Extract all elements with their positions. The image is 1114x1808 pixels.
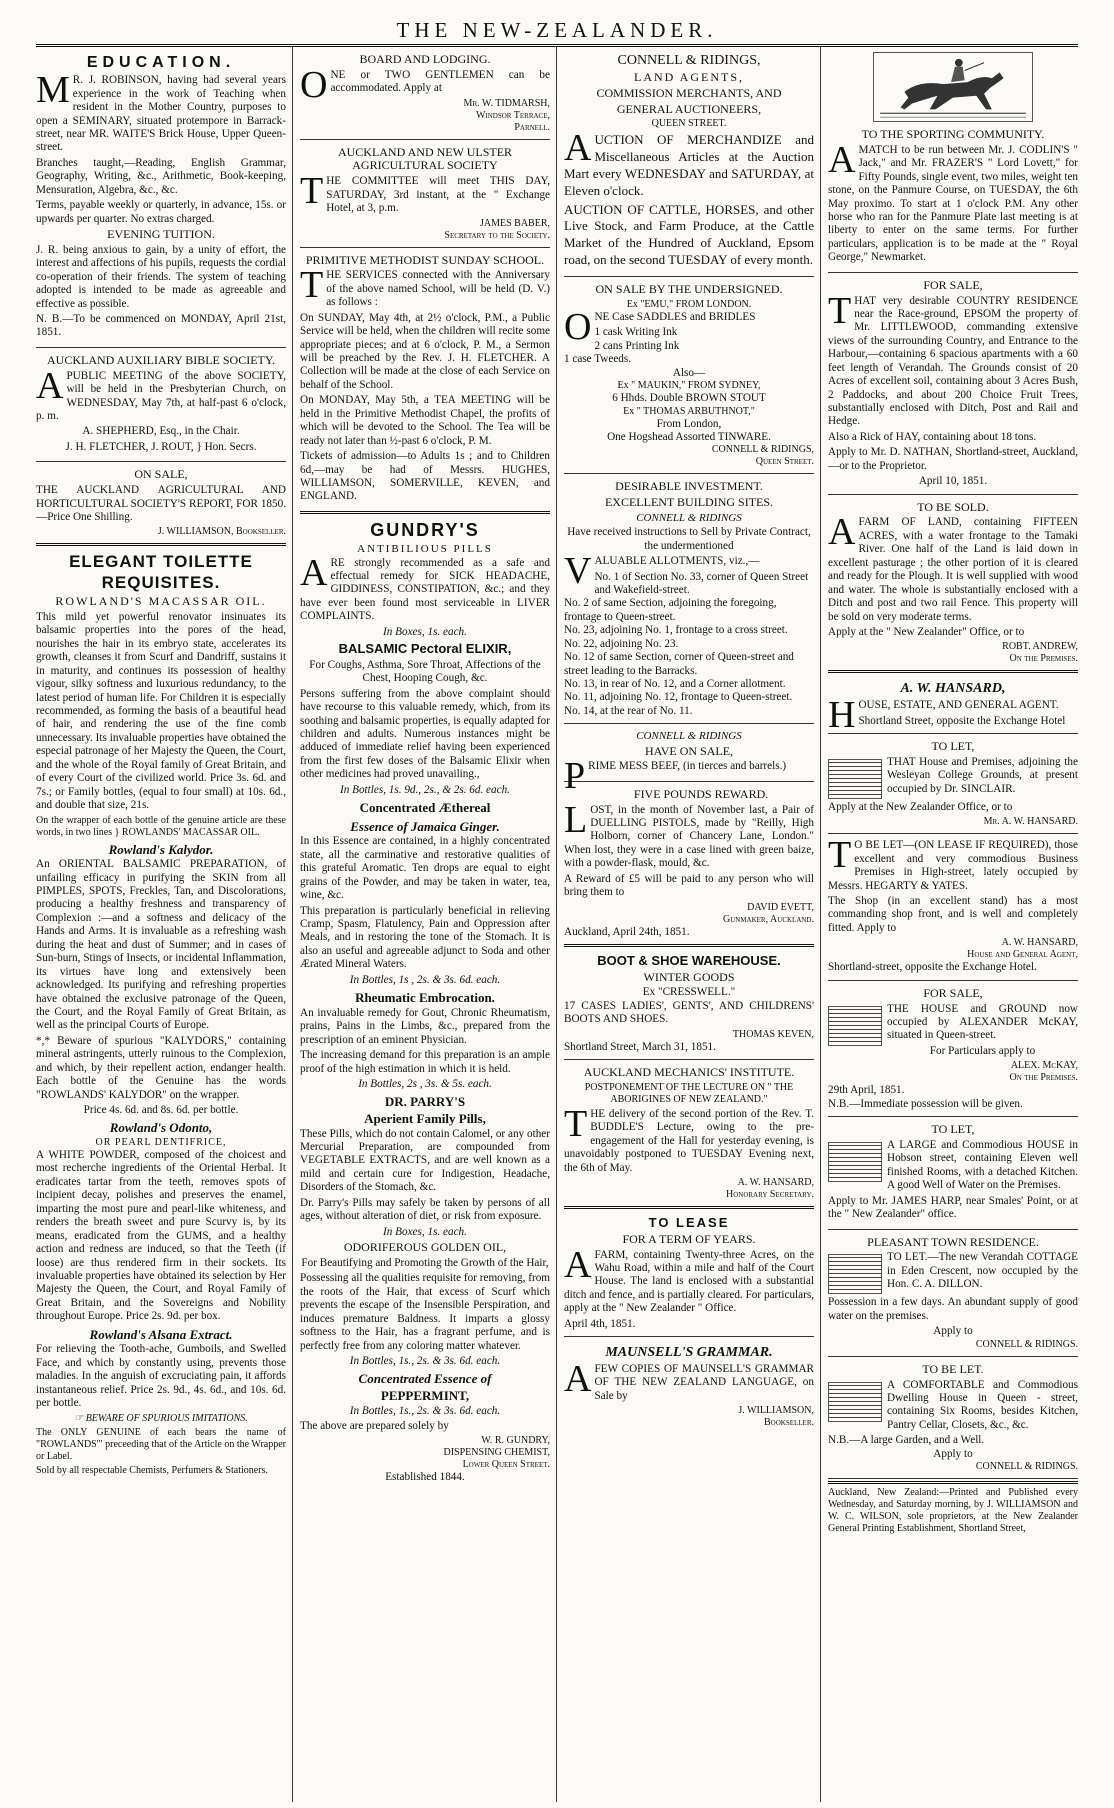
ad-warning: ☞ BEWARE OF SPURIOUS IMITATIONS. bbox=[74, 1412, 248, 1424]
ad-forsale-residence bbox=[828, 275, 1078, 495]
ad-body: Possession in a few days. An abundant supply of good water on the premises. bbox=[828, 1296, 1078, 1322]
ad-body: The above are prepared solely by bbox=[300, 1420, 449, 1433]
ad-body: For Beautifying and Promoting the Growth of the Hair, bbox=[301, 1256, 549, 1269]
ad-title: HAVE ON SALE, bbox=[644, 743, 734, 758]
ad-body: THE delivery of the second portion of the Rev. T. BUDDLE'S Lecture, owing to the pre-engagement of the Hall for yesterday evening, is unavoidably postponed to TUESDAY Evening next, the 6th of May. bbox=[564, 1102, 814, 1174]
ad-subtitle: CONNELL & RIDINGS bbox=[636, 512, 742, 524]
ad-price: In Bottles, 1s , 2s. & 3s. 6d. each. bbox=[349, 973, 501, 986]
ad-title: AUCKLAND AND NEW ULSTER AGRICULTURAL SOCIETY bbox=[337, 144, 513, 173]
ad-price: Price 4s. 6d. and 8s. 6d. per bottle. bbox=[83, 1104, 239, 1116]
ad-subtitle: FOR A TERM OF YEARS. bbox=[622, 1231, 756, 1246]
ad-body: For Particulars apply to bbox=[929, 1044, 1036, 1057]
ad-subtitle: Concentrated Æthereal bbox=[359, 800, 491, 816]
ad-body: LOST, in the month of November last, a Pair of DUELLING PISTOLS, made by "Reilly, High Holborn, corner of Chancery Lane, London." When lost, they were in a case lined with green baize, with a powder-flask, mould, &c. bbox=[564, 798, 814, 870]
ad-signature: THOMAS KEVEN, bbox=[732, 1028, 814, 1040]
ad-subtitle: EXCELLENT BUILDING SITES. bbox=[604, 495, 774, 510]
ad-signature: Queen Street. bbox=[755, 456, 814, 468]
ad-body: THE SERVICES connected with the Anniversary of the above named School, will be held (D. V.) as follows : bbox=[300, 264, 550, 309]
ad-boot-shoe bbox=[564, 949, 814, 1060]
ad-signature: DAVID EVETT, bbox=[747, 901, 814, 913]
ad-price: In Boxes, 1s. each. bbox=[383, 1225, 467, 1238]
ad-body: Apply to bbox=[933, 1325, 973, 1338]
ad-item: Also— bbox=[672, 366, 706, 379]
ad-tolet-house bbox=[828, 736, 1078, 834]
ad-body: J. R. being anxious to gain, by a unity of effort, the interest and affections of his pupils, requests the cordial co-operation of their friends. The system of teaching adopted is intended to be made as agreeable and effective as possible. bbox=[36, 243, 286, 310]
ad-board-lodging bbox=[300, 49, 550, 140]
ad-body: N. B.—To be commenced on MONDAY, April 21st, 1851. bbox=[36, 312, 286, 339]
ad-subtitle: QUEEN STREET. bbox=[651, 118, 727, 130]
ad-price: In Bottles, 1s., 2s. & 3s. 6d. each. bbox=[349, 1404, 501, 1417]
ad-subtitle: ODORIFEROUS GOLDEN OIL, bbox=[343, 1240, 507, 1255]
ad-title: ON SALE, bbox=[134, 467, 188, 482]
ad-body: Apply at the " New Zealander" Office, or to bbox=[828, 625, 1025, 638]
ad-body: A LARGE and Commodious HOUSE in Hobson street, containing Eleven well finished Rooms, with a detached Kitchen. A good Well of Water on the Premises. bbox=[887, 1139, 1078, 1192]
ad-body: An ORIENTAL BALSAMIC PREPARATION, of unfailing efficacy in purifying the SKIN from all PIMPLES, SPOTS, Freckles, Tan, and Discolorations, producing a healthy freshness and transparency of Complexion :—and a softness and delicacy of the Hands and Arms. It is invaluable as a refreshing wash during the heat and dust of Summer; and in cases of Sun-burn, Stings of Insects, or incidental Inflammation, its virtues have long and extensively been acknowledged. Its purifying and refreshing properties have obtained the exclusive patronage of the Queen, the Court, and the Royal Family of Great Britain, as well as the principal Courts of Europe. bbox=[36, 858, 286, 1032]
ad-title: TO BE SOLD. bbox=[917, 499, 989, 514]
ad-date: April 10, 1851. bbox=[918, 475, 988, 488]
ad-signature: A. W. HANSARD, bbox=[737, 1177, 814, 1189]
ad-town-residence bbox=[828, 1232, 1078, 1357]
ad-body: THE COMMITTEE will meet THIS DAY, SATURDAY, 3rd instant, at the " Exchange Hotel, at 3, p.m. bbox=[300, 170, 550, 215]
ad-subtitle: OR PEARL DENTIFRICE, bbox=[95, 1137, 227, 1149]
ad-body: A COMFORTABLE and Commodious Dwelling House in Queen - street, containing Six Rooms, besides Kitchen, Pantry Cellar, Closets, &c., &c. bbox=[887, 1378, 1078, 1431]
ad-signature: Parnell. bbox=[514, 121, 550, 133]
ad-body: The ONLY GENUINE of each bears the name of "ROWLANDS'" preceeding that of the Article on the Wrapper or Label. bbox=[36, 1426, 286, 1462]
ad-body: For Coughs, Asthma, Sore Throat, Affections of the Chest, Hooping Cough, &c. bbox=[309, 658, 541, 685]
ad-signature: J. WILLIAMSON, bbox=[738, 1405, 814, 1417]
ad-body: Branches taught,—Reading, English Grammar, Geography, Writing, &c., Arithmetic, Book-keeping, Mensuration, Algebra, &c., &c. bbox=[36, 156, 286, 196]
ad-price: In Bottles, 2s , 3s. & 5s. each. bbox=[358, 1077, 492, 1090]
ad-subtitle: Aperient Family Pills, bbox=[364, 1111, 486, 1126]
ad-subtitle: CONNELL & RIDINGS bbox=[636, 730, 742, 743]
racehorse-icon bbox=[874, 53, 1032, 121]
ad-signature: Windsor Terrace, bbox=[475, 109, 550, 121]
ad-body: Sold by all respectable Chemists, Perfumers & Stationers. bbox=[36, 1464, 268, 1476]
house-icon bbox=[828, 1006, 882, 1046]
ad-body: VALUABLE ALLOTMENTS, viz.,— bbox=[564, 550, 760, 593]
ad-signature: JAMES BABER, bbox=[479, 217, 550, 229]
ad-title: BOOT & SHOE WAREHOUSE. bbox=[597, 953, 781, 969]
ad-subtitle: GENERAL AUCTIONEERS, bbox=[616, 101, 762, 116]
ad-subtitle: ANTIBILIOUS PILLS bbox=[357, 543, 493, 556]
ad-note: N.B.—Immediate possession will be given. bbox=[828, 1097, 1023, 1110]
ad-body: J. H. FLETCHER, J. ROUT, } Hon. Secrs. bbox=[65, 440, 257, 453]
ad-signature: Honorary Secretary. bbox=[725, 1189, 814, 1201]
ad-subtitle: COMMISSION MERCHANTS, AND bbox=[596, 85, 782, 100]
ad-body: Tickets of admission—to Adults 1s ; and to Children 6d,—may be had of Messrs. HUGHES, WILLIAMSON, SOMERVILLE, KEVEN, and ENGLAND. bbox=[300, 450, 550, 503]
ad-subtitle: DR. PARRY'S bbox=[384, 1094, 466, 1110]
column-rule bbox=[820, 47, 821, 1802]
ad-title: PLEASANT TOWN RESIDENCE. bbox=[867, 1234, 1039, 1249]
ad-body: A. SHEPHERD, Esq., in the Chair. bbox=[82, 425, 240, 438]
ad-subtitle: Ex "CRESSWELL." bbox=[642, 986, 736, 999]
ad-toilette bbox=[36, 548, 286, 1483]
ad-title: DESIRABLE INVESTMENT. bbox=[615, 479, 763, 494]
ad-ulster-society bbox=[300, 142, 550, 248]
list-item: No. 12 of same Section, corner of Queen-street and street leading to the Barracks. bbox=[564, 651, 794, 677]
ad-signature: CONNELL & RIDINGS. bbox=[975, 1461, 1078, 1473]
ad-signature: Secretary to the Society. bbox=[444, 229, 550, 241]
ad-title: FIVE POUNDS REWARD. bbox=[633, 786, 769, 801]
ad-bible-society bbox=[36, 350, 286, 462]
ad-body: ARE strongly recommended as a safe and effectual remedy for SICK HEADACHE, GIDDINESS, CONSTIPATION, &c.; and they have ever been found most serviceable in LIVER COMPLAINTS. bbox=[300, 551, 550, 623]
ad-body: AFARM OF LAND, containing FIFTEEN ACRES, with a water frontage to the Tamaki River. One half of the Land is laid down in excellent pasturage ; the other portion of it is cleared and ready for the Plough. It is well supplied with wood and water. The whole is substantially enclosed with a Ditch and post and two rail Fence. This property will be sold on very moderate terms. bbox=[828, 511, 1078, 623]
ad-body: In this Essence are contained, in a highly concentrated state, all the carminative and restorative qualities of this grateful Aromatic. Ten drops are equal to eight grains of the Powder, and may be taken in water, tea, wine, &c. bbox=[300, 835, 550, 902]
list-item: No. 23, adjoining No. 1, frontage to a cross street. bbox=[564, 624, 788, 637]
ad-date: April 4th, 1851. bbox=[564, 1317, 636, 1330]
ad-signature: Shortland Street, March 31, 1851. bbox=[564, 1040, 716, 1053]
ad-tobelet-queen bbox=[828, 1359, 1078, 1479]
ad-title: TO LET, bbox=[931, 1122, 975, 1137]
ad-title: ELEGANT TOILETTE REQUISITES. bbox=[69, 552, 253, 592]
ad-body: On MONDAY, May 5th, a TEA MEETING will be held in the Primitive Methodist Chapel, the profits of which will be devoted to the School. The Tea will be ready not later than ½-past 6 o'clock, P. M. bbox=[300, 394, 550, 447]
ad-body: TO BE LET—(ON LEASE IF REQUIRED), those excellent and very commodious Business Premises in High-street, lately occupied by Messrs. HEGARTY & YATES. bbox=[828, 834, 1078, 892]
ad-tolet-business bbox=[828, 836, 1078, 981]
ad-subtitle: ROWLAND'S MACASSAR OIL. bbox=[55, 594, 267, 609]
ad-body: PRIME MESS BEEF, (in tierces and barrels.) bbox=[564, 755, 787, 798]
list-item: No. 2 of same Section, adjoining the foregoing, frontage to Queen-street. bbox=[564, 597, 777, 623]
ad-body: Apply at the New Zealander Office, or to bbox=[828, 800, 1013, 813]
ad-body: A Reward of £5 will be paid to any person who will bring them to bbox=[564, 872, 814, 899]
ad-signature: Bookseller. bbox=[763, 1417, 814, 1429]
ad-signature: On the Premises. bbox=[1009, 1072, 1078, 1084]
column-1 bbox=[30, 47, 292, 1802]
ad-body: This preparation is particularly beneficial in relieving Cramp, Spasm, Flatulency, Pain and Oppression after Meals, and in restoring the tone of the Stomach. It is also an useful and agreeable adjunct to Soda and other Ærated Mineral Waters. bbox=[300, 904, 550, 971]
ad-connell-ridings bbox=[564, 49, 814, 277]
ad-gundry bbox=[300, 516, 550, 1490]
ad-body: A WHITE POWDER, composed of the choicest and most recherche ingredients of the Oriental Herbal. It eradicates tartar from the teeth, removes spots of incipient decay, polishes and preserves the enamel, imparting the most pure and pearl-like whiteness, and renders the breath sweet and pure Scurvy is, by its means, eradicated from the GUMS, and a healthy action and redness are induced, so that the Teeth (if loose) are thus rendered firm in their sockets. Its invaluable properties have obtained its selection by Her Majesty the Queen, the Court, and Royal Family of Great Britain, and the Sovereigns and Nobility throughout Europe. Price 2s. 9d. per box. bbox=[36, 1149, 286, 1323]
ad-address: Shortland-street, opposite the Exchange Hotel. bbox=[828, 961, 1037, 974]
ad-body: AFARM, containing Twenty-three Acres, on the Wahu Road, within a mile and half of the Court House. The land is enclosed with a substantial ditch and fence, and is partially cleared. For particulars, apply at the " New Zealander " Office. bbox=[564, 1243, 814, 1315]
ad-body: On the wrapper of each bottle of the genuine article are these words, in two lines } ROWLANDS' MACASSAR OIL. bbox=[36, 814, 286, 838]
ad-body: Also a Rick of HAY, containing about 18 tons. bbox=[828, 430, 1037, 443]
ad-title: PRIMITIVE METHODIST SUNDAY SCHOOL. bbox=[305, 252, 545, 267]
ad-reward bbox=[564, 784, 814, 947]
column-2 bbox=[294, 47, 556, 1802]
ad-item: One Hogshead Assorted TINWARE. bbox=[607, 430, 771, 443]
ad-body: THAT House and Premises, adjoining the Wesleyan College Grounds, at present occupied by Dr. SINCLAIR. bbox=[887, 755, 1078, 795]
house-icon bbox=[828, 1382, 882, 1422]
ad-grammar bbox=[564, 1339, 814, 1434]
ad-body: Persons suffering from the above complaint should have recourse to this valuable remedy, which, from its soothing and balsamic properties, is equally adapted for children and adults. Numerous instances might be adduced of immediate relief having been experienced from the first few doses of the Balsamic Elixir when other medicines had proved unavailing., bbox=[300, 687, 550, 781]
ad-signature: Mr. W. TIDMARSH, bbox=[463, 97, 550, 109]
ad-item: 1 case Tweeds. bbox=[564, 353, 632, 366]
ad-title: AUCKLAND AUXILIARY BIBLE SOCIETY. bbox=[47, 352, 275, 367]
ad-signature: W. R. GUNDRY, bbox=[481, 1435, 550, 1447]
ad-body: Dr. Parry's Pills may safely be taken by persons of all ages, without alteration of diet, or risk from exposure. bbox=[300, 1196, 550, 1223]
ad-body: AUCTION OF MERCHANDIZE and Miscellaneous Articles at the Auction Mart every WEDNESDAY and SATURDAY, at Eleven o'clock. bbox=[564, 126, 814, 198]
ad-subtitle: Ex "EMU," FROM LONDON. bbox=[626, 298, 752, 310]
ad-signature: ROBT. ANDREW, bbox=[1002, 641, 1078, 653]
ad-signature: Lower Queen Street. bbox=[462, 1459, 550, 1471]
ad-signature: ALEX. McKAY, bbox=[1010, 1060, 1078, 1072]
ad-onsale-undersigned bbox=[564, 279, 814, 474]
ad-subtitle: BALSAMIC Pectoral ELIXIR, bbox=[338, 641, 512, 657]
ad-body: Terms, payable weekly or quarterly, in advance, 15s. or upwards per quarter. No extras charged. bbox=[36, 199, 286, 225]
cottage-icon bbox=[828, 1254, 882, 1294]
ad-body: For relieving the Tooth-ache, Gumboils, and Swelled Face, and which by constantly using, prevents those maladies. In the anguish of excruciating pain, it affords instantaneous relief. Price 2s. 9d., 4s. 6d., and 10s. 6d. per bottle. bbox=[36, 1343, 286, 1410]
list-item: No. 1 of Section No. 33, corner of Queen Street and Wakefield-street. bbox=[594, 570, 809, 596]
ad-title: TO LEASE bbox=[648, 1215, 730, 1231]
ad-body: Apply to Mr. D. NATHAN, Shortland-street, Auckland,—or to the Proprietor. bbox=[828, 446, 1078, 472]
ad-signature: Gunmaker, Auckland. bbox=[722, 913, 814, 925]
ad-body: THE HOUSE and GROUND now occupied by ALEXANDER McKAY, situated in Queen-street. bbox=[887, 1002, 1078, 1042]
ad-subtitle: Rowland's Alsana Extract. bbox=[89, 1326, 233, 1342]
list-item: No. 11, adjoining No. 12, frontage to Queen-street. bbox=[564, 691, 793, 704]
ad-subtitle: Essence of Jamaica Ginger. bbox=[350, 818, 500, 834]
ad-address: Shortland Street, opposite the Exchange Hotel bbox=[858, 714, 1066, 727]
house-icon bbox=[828, 759, 882, 799]
ad-onsale-report bbox=[36, 464, 286, 546]
imprint-text: Auckland, New Zealand:—Printed and Published every Wednesday, and Saturday morning, by J. WILLIAMSON and W. C. WILSON, sole proprietors, at the New Zealander General Printing Establishment, Shortland Street, bbox=[828, 1487, 1078, 1535]
ad-title: TO THE SPORTING COMMUNITY. bbox=[861, 127, 1045, 141]
ad-date: 29th April, 1851. bbox=[828, 1084, 905, 1097]
ad-body: AUCTION OF CATTLE, HORSES, and other Live Stock, and Farm Produce, at the Cattle Market of the Hundred of Auckland, Epsom road, on the second TUESDAY of every month. bbox=[564, 201, 814, 268]
ad-body: *,* Beware of spurious "KALYDORS," containing mineral astringents, utterly ruinous to the Complexion, and which, by their repellent action, endanger health. Each bottle of the Genuine has the words "ROWLANDS' KALYDOR" on the wrapper. bbox=[36, 1034, 286, 1101]
ad-signature: DISPENSING CHEMIST, bbox=[443, 1447, 550, 1459]
ad-title: EDUCATION. bbox=[86, 54, 236, 71]
ad-body: AMATCH to be run between Mr. J. CODLIN'S " Jack," and Mr. FRAZER'S " Lord Lovett," for Fifty Pounds, single event, two miles, weight ten stone, on the Panmure Course, on TUESDAY, the 6th May proximo. To start at 1 o'clock P.M. Any other horse who ran for the Panmure Plate last meeting is at liberty to enter on the same terms. For further particulars, application is to be made at the " Royal George," Newmarket. bbox=[828, 138, 1078, 264]
ad-item: 2 cans Printing Ink bbox=[594, 339, 680, 352]
ad-subtitle: POSTPONEMENT OF THE LECTURE ON " THE ABORIGINES OF NEW ZEALAND." bbox=[584, 1081, 794, 1105]
ad-item: 6 Hhds. Double BROWN STOUT bbox=[612, 392, 766, 405]
ad-subtitle: Rowland's Kalydor. bbox=[108, 841, 214, 857]
ad-subtitle: EVENING TUITION. bbox=[107, 227, 215, 241]
ad-body: Have received instructions to Sell by Private Contract, the undermentioned bbox=[567, 526, 811, 552]
ad-signature: CONNELL & RIDINGS. bbox=[975, 1338, 1078, 1350]
imprint bbox=[828, 1481, 1078, 1542]
racehorse-illustration bbox=[873, 52, 1033, 122]
ad-note: N.B.—A large Garden, and a Well. bbox=[828, 1434, 985, 1447]
ad-education bbox=[36, 49, 286, 348]
column-rule bbox=[556, 47, 557, 1802]
list-item: No. 14, at the rear of No. 11. bbox=[564, 704, 693, 717]
ad-body: TO LET.—The new Verandah COTTAGE in Eden Crescent, now occupied by the Hon. C. A. DILLON. bbox=[887, 1251, 1078, 1291]
ad-body: Apply to bbox=[933, 1447, 973, 1460]
ad-body: AFEW COPIES OF MAUNSELL'S GRAMMAR OF THE NEW ZEALAND LANGUAGE, on Sale by bbox=[564, 1357, 814, 1402]
ad-body: Possessing all the qualities requisite for removing, from the roots of the Hair, that excess of Scurf which prevents the escape of the Insensible Perspiration, and induces premature Baldness. It imparts a glossy softness to the Hair, has a fragrant perfume, and is perfectly free from any coloring matter whatever. bbox=[300, 1272, 550, 1352]
ad-title: TO BE LET. bbox=[922, 1361, 984, 1376]
house-icon bbox=[828, 1142, 882, 1182]
ad-tolet-hobson bbox=[828, 1119, 1078, 1229]
ad-subtitle: Rheumatic Embrocation. bbox=[355, 990, 495, 1006]
ad-title: MAUNSELL'S GRAMMAR. bbox=[605, 1345, 773, 1361]
ad-title: ON SALE BY THE UNDERSIGNED. bbox=[595, 282, 783, 297]
ad-subtitle: LAND AGENTS, bbox=[634, 70, 744, 85]
ad-sporting bbox=[828, 49, 1078, 273]
masthead: THE NEW-ZEALANDER. bbox=[396, 18, 718, 42]
ad-subtitle: WINTER GOODS bbox=[643, 969, 735, 984]
ad-mechanics bbox=[564, 1062, 814, 1209]
ad-body: The increasing demand for this preparation is an ample proof of the high estimation in which it is held. bbox=[300, 1049, 550, 1075]
ad-item: ONE Case SADDLES and BRIDLES bbox=[564, 305, 756, 348]
ad-title: AUCKLAND MECHANICS' INSTITUTE. bbox=[583, 1065, 795, 1080]
ad-body: An invaluable remedy for Gout, Chronic Rheumatism, prains, Pains in the Limbs, &c., prepared from the prescription of an eminent Physician. bbox=[300, 1006, 550, 1046]
ad-body: THE AUCKLAND AGRICULTURAL AND HORTICULTURAL SOCIETY'S REPORT, FOR 1850.—Price One Shilling. bbox=[36, 484, 286, 523]
ad-price: In Bottles, 1s., 2s. & 3s. 6d. each. bbox=[349, 1354, 501, 1367]
column-3 bbox=[558, 47, 820, 1802]
ad-signature: House and General Agent, bbox=[967, 949, 1078, 961]
ad-forsale-house bbox=[828, 983, 1078, 1117]
ad-methodist-school bbox=[300, 250, 550, 514]
ad-body: This mild yet powerful renovator insinuates its balsamic properties into the pores of the head, nourishes the hair in its embryo state, accelerates its growth, cleanses it from Scurf and Dandriff, sustains it in maturity, and continues its possession of healthy vigour, silky softness and luxurious redundancy, to the latest period of human life. For Children it is especially recommended, as forming the basis of a beautiful head of hair, and rendering the use of the fine comb unnecessary. Its invaluable properties have obtained the especial patronage of her Majesty the Queen, the Court, and the whole of the Royal family of Great Britain, and of every Court of the civilized world. Price 3s. 6d. and 7s.; or Family bottles, (equal to four small) at 10s. 6d., and double that size, 21s. bbox=[36, 610, 286, 812]
column-rule bbox=[292, 47, 293, 1802]
ad-title: TO LET, bbox=[931, 739, 975, 754]
ad-body: 17 CASES LADIES', GENTS', AND CHILDRENS' BOOTS AND SHOES. bbox=[564, 999, 814, 1026]
ad-title: FOR SALE, bbox=[923, 985, 983, 1000]
list-item: No. 22, adjoining No. 23. bbox=[564, 637, 679, 650]
ad-title: A. W. HANSARD, bbox=[900, 681, 1006, 697]
ad-signature: On the Premises. bbox=[1009, 653, 1078, 665]
ad-subtitle: Rowland's Odonto, bbox=[109, 1120, 213, 1136]
ad-item: From London, bbox=[656, 417, 722, 430]
ad-body: These Pills, which do not contain Calomel, or any other Mercurial Preparation, are compounded from VEGETABLE EXTRACTS, and are well known as a mild and certain cure for Indigestion, Headache, Disorders of the Stomach, &c. bbox=[300, 1127, 550, 1194]
ad-signature: Mr. A. W. HANSARD. bbox=[983, 816, 1078, 828]
ad-farm-sold bbox=[828, 497, 1078, 674]
ad-body: APUBLIC MEETING of the above SOCIETY, will be held in the Presbyterian Church, on WEDNESDAY, May 7th, at half-past 6 o'clock, p. m. bbox=[36, 364, 286, 422]
ad-investment bbox=[564, 476, 814, 724]
ad-title: CONNELL & RIDINGS, bbox=[617, 53, 761, 68]
ad-body: Apply to Mr. JAMES HARP, near Smales' Point, or at the " New Zealander" office. bbox=[828, 1194, 1078, 1221]
ad-subtitle: Ex " MAUKIN," FROM SYDNEY, bbox=[617, 380, 761, 392]
ad-body: On SUNDAY, May 4th, at 2½ o'clock, P.M., a Public Service will be held, when the children will recite some appropriate pieces; and at 6 o'clock, P. M., a Sermon will be preached by the Rev. J. H. FLETCHER. A Collection will be made at the close of each Service on behalf of the School. bbox=[300, 311, 550, 391]
ad-item: 1 cask Writing Ink bbox=[594, 326, 678, 339]
lot-list bbox=[564, 571, 814, 719]
ad-date: Auckland, April 24th, 1851. bbox=[564, 925, 690, 938]
ad-body: THAT very desirable COUNTRY RESIDENCE near the Race-ground, EPSOM the property of Mr. LITTLEWOOD, commanding extensive views of the surrounding Country, and Entrance to the Harbour,—containing 6 spacious apartments with a 60 feet length of Verandah. The Grounds consist of 20 Acres of excellent soil, containing about 3 Acres Bush, 2 Paddocks, and about 200 Choice Fruit Trees, substantially enclosed with Ditch, Post and Rail and Hedge. bbox=[828, 289, 1078, 428]
ad-subtitle: Concentrated Essence of bbox=[358, 1371, 492, 1387]
ad-hansard bbox=[828, 675, 1078, 737]
ad-price: In Boxes, 1s. each. bbox=[383, 625, 467, 638]
ad-signature: A. W. HANSARD, bbox=[1001, 937, 1078, 949]
ad-signature: J. WILLIAMSON, Bookseller. bbox=[157, 526, 286, 538]
ad-title: GUNDRY'S bbox=[370, 519, 480, 540]
ad-body: ONE or TWO GENTLEMEN can be accommodated. Apply at bbox=[300, 63, 550, 106]
column-4 bbox=[822, 47, 1084, 1802]
ad-body: HOUSE, ESTATE, AND GENERAL AGENT. bbox=[828, 694, 1059, 737]
ad-price: In Bottles, 1s. 9d., 2s., & 2s. 6d. each. bbox=[340, 783, 510, 796]
ad-subtitle: Ex " THOMAS ARBUTHNOT," bbox=[623, 405, 755, 417]
ad-body: The Shop (in an excellent stand) has a most commanding shop front, and is well and completely fitted. Apply to bbox=[828, 895, 1078, 934]
ad-subtitle: PEPPERMINT, bbox=[380, 1387, 470, 1403]
ad-title: BOARD AND LODGING. bbox=[359, 52, 491, 66]
ad-body: MR. J. ROBINSON, having had several years experience in the work of Teaching when resident in the Mother Country, purposes to open a SEMINARY, situated protempore in Barrack-street, near MR. WAITE'S Brick House, Upper Queen-street. bbox=[36, 69, 286, 154]
list-item: No. 13, in rear of No. 12, and a Corner allotment. bbox=[564, 678, 786, 690]
ad-lease bbox=[564, 1211, 814, 1337]
ad-title: FOR SALE, bbox=[923, 277, 983, 292]
ad-established: Established 1844. bbox=[385, 1471, 465, 1484]
ad-signature: CONNELL & RIDINGS, bbox=[711, 444, 814, 456]
